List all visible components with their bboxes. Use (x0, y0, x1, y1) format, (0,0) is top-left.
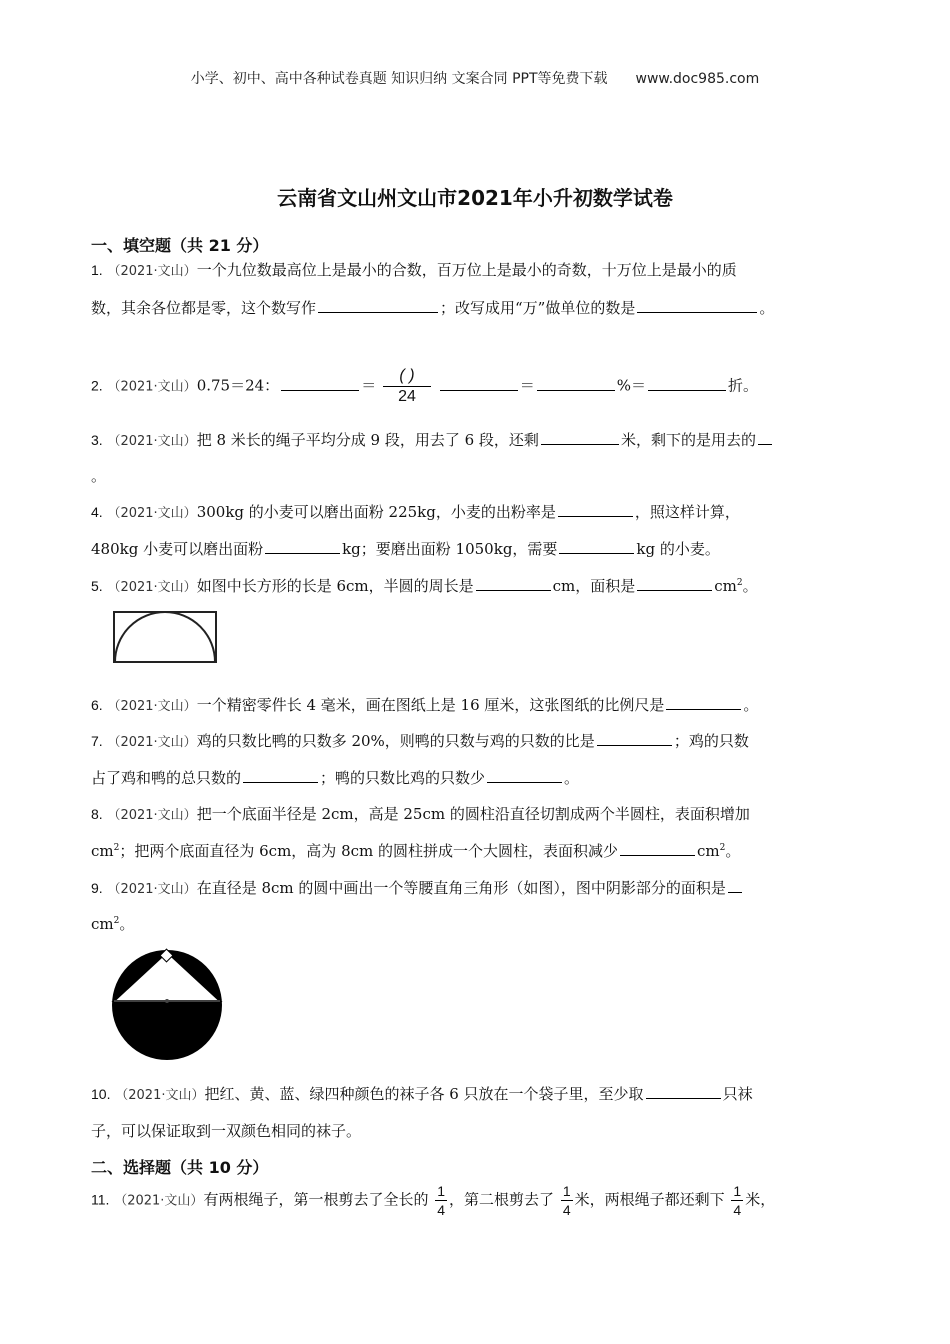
q4-text-2b: kg；要磨出面粉 1050kg，需要 (342, 540, 558, 558)
q11-fraction-1-den: 4 (437, 1202, 446, 1218)
q10-number: 10. (91, 1086, 111, 1102)
q7-text-a: 鸡的只数比鸭的只数多 20%，则鸭的只数与鸡的只数的比是 (196, 732, 595, 750)
q9-line1 (91, 877, 744, 898)
q5-rectangle (114, 612, 216, 662)
q6-text-b: 。 (743, 696, 759, 714)
q9-circle-figure (110, 948, 228, 1062)
q4-source: （2021·文山） (107, 506, 197, 521)
section-fill-blank: 一、填空题（共 21 分） (91, 236, 269, 255)
q1-text1: 一个九位数最高位上是最小的合数，百万位上是最小的奇数，十万位上是最小的质 (196, 261, 737, 279)
q5-line (91, 575, 758, 596)
q1-blank-2[interactable] (637, 298, 757, 313)
q1-text2a: 数，其余各位都是零，这个数写作 (91, 299, 317, 317)
q8-text-a: 把一个底面半径是 2cm，高是 25cm 的圆柱沿直径切割成两个半圆柱，表面积增加 (196, 805, 750, 823)
q11-fraction-1-num: 1 (437, 1183, 446, 1199)
q5-text-a: 如图中长方形的长是 6cm，半圆的周长是 (196, 577, 474, 595)
q7-line2 (91, 767, 579, 788)
q5-text-c: cm (714, 577, 737, 595)
q4-text-2a: 480kg 小麦可以磨出面粉 (91, 540, 264, 558)
q9-source: （2021·文山） (107, 882, 197, 897)
q7-text-2b: ；鸭的只数比鸡的只数少 (320, 769, 486, 787)
q11-fraction-1 (435, 1184, 447, 1217)
q8-line1 (91, 803, 750, 824)
q1-line1 (91, 259, 737, 280)
q7-text-2c: 。 (564, 769, 580, 787)
q11-text-b: ，第二根剪去了 (449, 1190, 555, 1209)
q8-text-2a: cm (91, 842, 114, 860)
q7-number: 7. (91, 733, 103, 749)
q8-superscript-2: 2 (719, 843, 726, 853)
q10-blank-1[interactable] (646, 1084, 721, 1099)
q11-line (91, 1184, 775, 1217)
q5-number: 5. (91, 578, 103, 594)
q11-fraction-2 (561, 1184, 573, 1217)
q7-source: （2021·文山） (107, 735, 197, 750)
header-url[interactable]: www.doc985.com (635, 71, 760, 87)
q10-source: （2021·文山） (115, 1088, 205, 1103)
q3-line1 (91, 429, 774, 450)
q1-number: 1. (91, 262, 103, 278)
q11-fraction-2-den: 4 (562, 1202, 571, 1218)
q3-blank-1[interactable] (541, 430, 619, 445)
q4-blank-1[interactable] (558, 502, 633, 517)
q1-blank-1[interactable] (318, 298, 438, 313)
q2-line (91, 368, 758, 405)
q8-text-2c: cm (697, 842, 720, 860)
page-header (0, 68, 950, 88)
q7-blank-2[interactable] (243, 768, 318, 783)
q7-text-b: ；鸡的只数 (673, 732, 749, 750)
section-multiple-choice: 二、选择题（共 10 分） (91, 1158, 269, 1177)
q6-source: （2021·文山） (107, 699, 197, 714)
q11-text-d: 米， (745, 1190, 776, 1209)
q2-fraction-numerator[interactable]: ( ) (383, 368, 431, 387)
q9-text-2a: cm (91, 915, 114, 933)
q10-text-a: 把红、黄、蓝、绿四种颜色的袜子各 6 只放在一个袋子里，至少取 (204, 1085, 644, 1103)
q2-text-d: %＝ (616, 376, 647, 395)
q2-text-a: 0.75＝24： (196, 376, 280, 395)
q5-superscript: 2 (736, 578, 743, 588)
q5-text-d: 。 (742, 577, 758, 595)
q4-line1 (91, 501, 740, 522)
q8-text-2d: 。 (725, 842, 741, 860)
q11-fraction-3 (731, 1184, 743, 1217)
q1-line2 (91, 297, 774, 318)
q9-blank-1[interactable] (728, 878, 742, 893)
q4-text-b: ，照这样计算， (634, 503, 740, 521)
q4-line2 (91, 538, 720, 559)
q3-text-a: 把 8 米长的绳子平均分成 9 段，用去了 6 段，还剩 (196, 431, 539, 449)
q10-line1 (91, 1083, 753, 1104)
q3-number: 3. (91, 432, 103, 448)
q1-text2b: ；改写成用“万”做单位的数是 (440, 299, 636, 317)
q2-text-b: ＝ (361, 376, 377, 395)
q5-blank-2[interactable] (637, 576, 712, 591)
q5-semicircle-figure (112, 610, 218, 664)
q4-blank-2[interactable] (265, 539, 340, 554)
q11-source: （2021·文山） (114, 1193, 204, 1209)
q1-source: （2021·文山） (107, 264, 197, 279)
q6-number: 6. (91, 697, 103, 713)
q8-text-2b: ；把两个底面直径为 6cm，高为 8cm 的圆柱拼成一个大圆柱，表面积减少 (119, 842, 619, 860)
q11-fraction-3-den: 4 (733, 1202, 742, 1218)
q8-blank-1[interactable] (620, 841, 695, 856)
q9-text-2b: 。 (119, 915, 135, 933)
q6-blank-1[interactable] (666, 695, 741, 710)
page-title: 云南省文山州文山市2021年小升初数学试卷 (277, 186, 673, 210)
q11-number: 11. (91, 1191, 110, 1208)
q7-blank-3[interactable] (487, 768, 562, 783)
q11-text-a: 有两根绳子，第一根剪去了全长的 (203, 1190, 429, 1209)
q11-text-c: 米，两根绳子都还剩下 (574, 1190, 725, 1209)
q2-blank-1[interactable] (281, 376, 359, 391)
q2-blank-3[interactable] (537, 376, 615, 391)
q9-center-point (165, 999, 169, 1003)
q4-text-a: 300kg 的小麦可以磨出面粉 225kg，小麦的出粉率是 (196, 503, 556, 521)
q3-line2: 。 (91, 467, 107, 485)
q10-line2: 子，可以保证取到一双颜色相同的袜子。 (91, 1122, 362, 1140)
q9-superscript: 2 (113, 916, 120, 926)
header-text: 小学、初中、高中各种试卷真题 知识归纳 文案合同 PPT等免费下载 (190, 71, 608, 87)
q2-blank-4[interactable] (648, 376, 726, 391)
q9-number: 9. (91, 880, 103, 896)
q3-blank-2[interactable] (758, 430, 772, 445)
q3-source: （2021·文山） (107, 434, 197, 449)
q2-source: （2021·文山） (107, 379, 197, 395)
q6-line (91, 694, 758, 715)
q8-source: （2021·文山） (107, 808, 197, 823)
q2-fraction-denominator: 24 (398, 388, 416, 405)
q5-semicircle (115, 612, 215, 662)
q6-text-a: 一个精密零件长 4 毫米，画在图纸上是 16 厘米，这张图纸的比例尺是 (196, 696, 665, 714)
q8-superscript-1: 2 (113, 843, 120, 853)
q2-blank-2[interactable] (440, 376, 518, 391)
q11-fraction-2-num: 1 (562, 1183, 571, 1199)
q7-line1 (91, 730, 749, 751)
q4-number: 4. (91, 504, 103, 520)
q5-blank-1[interactable] (476, 576, 551, 591)
q9-line2 (91, 913, 134, 934)
q5-text-b: cm，面积是 (552, 577, 636, 595)
q5-source: （2021·文山） (107, 580, 197, 595)
q1-text2c: 。 (759, 299, 775, 317)
q10-text-b: 只袜 (722, 1085, 753, 1103)
q4-text-2c: kg 的小麦。 (636, 540, 720, 558)
q2-number: 2. (91, 377, 103, 394)
q8-line2 (91, 840, 740, 861)
q7-text-2a: 占了鸡和鸭的总只数的 (91, 769, 242, 787)
q9-text-a: 在直径是 8cm 的圆中画出一个等腰直角三角形（如图），图中阴影部分的面积是 (196, 879, 726, 897)
q2-text-c: ＝ (519, 376, 535, 395)
q4-blank-3[interactable] (559, 539, 634, 554)
q3-text-b: 米，剩下的是用去的 (620, 431, 756, 449)
q2-text-e: 折。 (728, 376, 759, 395)
q7-blank-1[interactable] (597, 731, 672, 746)
q11-fraction-3-num: 1 (733, 1183, 742, 1199)
q8-number: 8. (91, 806, 103, 822)
q2-fraction (383, 368, 431, 405)
